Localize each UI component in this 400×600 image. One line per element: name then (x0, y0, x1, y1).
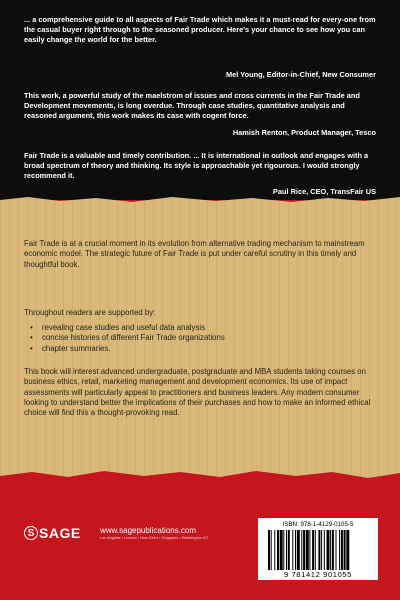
barcode-bar (330, 530, 331, 570)
publisher-cities: Los Angeles • London • New Delhi • Singapore • Washington DC (100, 536, 209, 540)
barcode-bar (280, 530, 283, 570)
barcode-bar (268, 530, 270, 570)
endorsements-panel (0, 0, 400, 200)
endorsement-quote: This work, a powerful study of the maelstrom of issues and cross currents in the Fair Trade and Development movements, is long overdue. Through case studies, quantitative analysis and reasoned argument, this work makes its case with cogent force. (24, 91, 360, 120)
endorsement-quote: Fair Trade is a valuable and timely contribution. ... It is international in outlook and engages with a broad spectrum of theory and thinking. Its style is approachable yet rigourous. I would strongly recommend it. (24, 151, 369, 180)
barcode-bar (292, 530, 293, 570)
sage-logo (24, 525, 81, 541)
barcode-bar (283, 530, 284, 570)
barcode-digits: 9 781412 901055 (283, 570, 353, 579)
barcode-bar (321, 530, 322, 570)
feature-item: • concise histories of different Fair Trade organizations (28, 333, 225, 343)
barcode-bar (309, 530, 310, 570)
endorsement-attribution: Hamish Renton, Product Manager, Tesco (232, 128, 376, 137)
book-intro: Fair Trade is at a crucial moment in its evolution from alternative trading mechanism to mainstream economic model. The strategic future of Fair Trade is put under careful scrutiny in this timely and thoughtful book. (24, 239, 365, 269)
barcode-bar (306, 530, 309, 570)
barcode-bar (336, 530, 337, 570)
barcode-bar (324, 530, 325, 570)
feature-list (28, 323, 225, 354)
sage-logo-mark: S (24, 526, 38, 540)
barcode-bar (327, 530, 330, 570)
barcode-bar (344, 530, 346, 570)
barcode-bar (295, 530, 296, 570)
barcode-bar (277, 530, 279, 570)
support-lead: Throughout readers are supported by: (24, 308, 156, 317)
barcode-bar (341, 530, 343, 570)
endorsement-quote: ... a comprehensive guide to all aspects of Fair Trade which makes it a must-read for every-one from the casual buyer right through to the seasoned producer. Here's your chance to see how you can easily change the world for the better. (24, 15, 376, 44)
barcode-bar (315, 530, 316, 570)
feature-item: • revealing case studies and useful data analysis (28, 323, 225, 333)
barcode-bar (288, 530, 290, 570)
barcode-bar (339, 530, 340, 570)
barcode-bar (332, 530, 334, 570)
audience-paragraph: This book will interest advanced undergraduate, postgraduate and MBA students taking courses on business ethics, retail, marketing management and development economics. Its use of impact assessments will particularly appeal to practitioners and business leaders. Any modern consumer looking to understand better the implications of their purchases and how to make an informed ethical choice will find this a thought-provoking read. (24, 367, 371, 418)
barcode-bar (271, 530, 272, 570)
barcode-bar (286, 530, 287, 570)
barcode-bar (318, 530, 320, 570)
sage-logo-word: SAGE (39, 525, 81, 541)
barcode-bars (268, 530, 368, 570)
barcode-bar (303, 530, 305, 570)
barcode-bar (274, 530, 275, 570)
barcode-bar (301, 530, 302, 570)
barcode-panel (258, 518, 378, 580)
isbn-label: ISBN: 978-1-4129-0105-5 (282, 521, 354, 528)
barcode-bar (346, 530, 349, 570)
endorsement-attribution: Mel Young, Editor-in-Chief, New Consumer (225, 70, 376, 79)
publisher-url: www.sagepublications.com (100, 526, 197, 535)
feature-item: • chapter summaries. (28, 344, 225, 354)
endorsement-attribution: Paul Rice, CEO, TransFair US (272, 187, 376, 196)
barcode-bar (312, 530, 314, 570)
barcode-bar (297, 530, 300, 570)
